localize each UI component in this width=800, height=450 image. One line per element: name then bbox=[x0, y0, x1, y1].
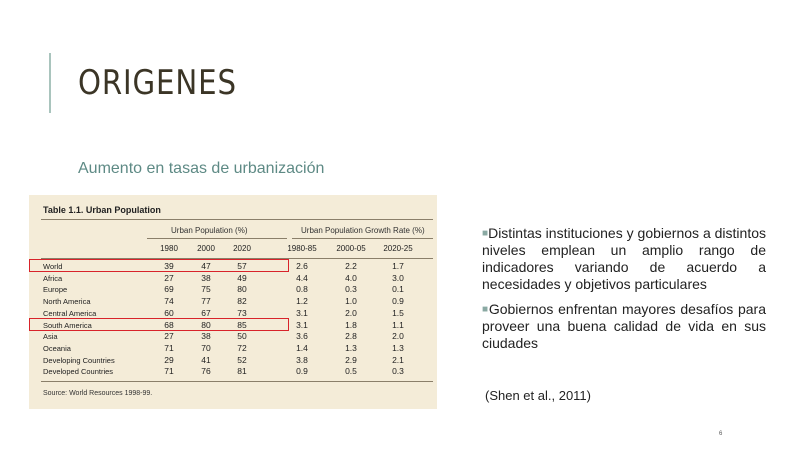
row-highlight-box bbox=[29, 318, 289, 331]
table-cell: 70 bbox=[201, 342, 211, 353]
row-label: Oceania bbox=[43, 343, 71, 353]
table-cell: 77 bbox=[201, 296, 211, 307]
table-cell: 3.1 bbox=[296, 319, 308, 330]
table-cell: 60 bbox=[164, 307, 174, 318]
row-label: World bbox=[43, 262, 63, 271]
table-cell: 81 bbox=[237, 366, 247, 377]
table-cell: 73 bbox=[237, 307, 247, 318]
table-cell: 80 bbox=[237, 284, 247, 295]
table-cell: 80 bbox=[201, 319, 211, 330]
group-rule-population bbox=[147, 238, 287, 239]
table-cell: 2.6 bbox=[296, 261, 308, 271]
table-cell: 1.8 bbox=[345, 319, 357, 330]
row-highlight-box bbox=[29, 259, 289, 272]
group-rule-growth bbox=[292, 238, 433, 239]
table-cell: 0.8 bbox=[296, 284, 308, 295]
table-cell: 69 bbox=[164, 284, 174, 295]
table-cell: 41 bbox=[201, 354, 211, 365]
column-header: 2000-05 bbox=[336, 244, 366, 253]
row-label: North America bbox=[43, 297, 91, 307]
row-label: Asia bbox=[43, 332, 58, 342]
table-cell: 67 bbox=[201, 307, 211, 318]
table-cell: 27 bbox=[164, 331, 174, 342]
table-cell: 1.3 bbox=[345, 342, 357, 353]
bullet-item bbox=[482, 225, 766, 293]
table-cell: 2.8 bbox=[345, 331, 357, 342]
table-cell: 68 bbox=[164, 319, 174, 330]
table-cell: 74 bbox=[164, 296, 174, 307]
table-cell: 49 bbox=[237, 272, 247, 283]
slide-title: ORIGENES bbox=[78, 63, 237, 103]
table-cell: 85 bbox=[237, 319, 247, 330]
table-cell: 2.0 bbox=[345, 307, 357, 318]
slide-subtitle: Aumento en tasas de urbanización bbox=[78, 160, 325, 177]
table-cell: 2.1 bbox=[392, 354, 404, 365]
table-cell: 57 bbox=[237, 261, 247, 271]
row-label: Central America bbox=[43, 308, 97, 318]
table-cell: 4.4 bbox=[296, 272, 308, 283]
group-header-population: Urban Population (%) bbox=[171, 226, 248, 235]
table-cell: 0.3 bbox=[392, 366, 404, 377]
table-cell: 27 bbox=[164, 272, 174, 283]
square-bullet-icon: ■ bbox=[482, 304, 489, 315]
table-cell: 50 bbox=[237, 331, 247, 342]
table-cell: 72 bbox=[237, 342, 247, 353]
urban-population-table bbox=[29, 195, 437, 409]
table-cell: 38 bbox=[201, 272, 211, 283]
table-cell: 47 bbox=[201, 261, 211, 271]
group-header-growth-rate: Urban Population Growth Rate (%) bbox=[301, 226, 425, 235]
table-cell: 71 bbox=[164, 342, 174, 353]
title-accent-bar bbox=[49, 53, 51, 113]
table-cell: 0.1 bbox=[392, 284, 404, 295]
table-cell: 4.0 bbox=[345, 272, 357, 283]
table-cell: 0.9 bbox=[296, 366, 308, 377]
table-cell: 71 bbox=[164, 366, 174, 377]
table-cell: 76 bbox=[201, 366, 211, 377]
table-cell: 0.9 bbox=[392, 296, 404, 307]
table-cell: 2.9 bbox=[345, 354, 357, 365]
row-label: Africa bbox=[43, 273, 63, 283]
table-source: Source: World Resources 1998-99. bbox=[43, 390, 153, 397]
square-bullet-icon: ■ bbox=[482, 228, 489, 239]
bullet-text: Distintas instituciones y gobiernos a distintos niveles emplean un amplio rango de indicadores variando de acuerdo a necesidades y objetivos particulares bbox=[482, 225, 767, 292]
table-cell: 3.6 bbox=[296, 331, 308, 342]
table-cell: 0.5 bbox=[345, 366, 357, 377]
row-label: Developed Countries bbox=[43, 367, 114, 377]
table-cell: 75 bbox=[201, 284, 211, 295]
citation: (Shen et al., 2011) bbox=[485, 388, 591, 403]
bullet-item bbox=[482, 301, 766, 352]
table-cell: 82 bbox=[237, 296, 247, 307]
table-cell: 1.4 bbox=[296, 342, 308, 353]
column-header: 2020-25 bbox=[383, 244, 413, 253]
column-header: 2000 bbox=[197, 244, 215, 253]
bullet-text: Gobiernos enfrentan mayores desafíos para proveer una buena calidad de vida en sus ciudades bbox=[482, 301, 766, 351]
bullet-list bbox=[482, 225, 766, 360]
table-cell: 29 bbox=[164, 354, 174, 365]
page-number: 6 bbox=[719, 431, 723, 437]
column-header: 1980 bbox=[160, 244, 178, 253]
row-label: Europe bbox=[43, 285, 68, 295]
table-cell: 39 bbox=[164, 261, 174, 271]
table-title: Table 1.1. Urban Population bbox=[43, 205, 161, 215]
table-cell: 3.0 bbox=[392, 272, 404, 283]
table-cell: 2.0 bbox=[392, 331, 404, 342]
table-bottom-rule bbox=[41, 381, 433, 382]
table-cell: 1.1 bbox=[392, 319, 404, 330]
column-header: 2020 bbox=[233, 244, 251, 253]
table-cell: 38 bbox=[201, 331, 211, 342]
table-cell: 1.0 bbox=[345, 296, 357, 307]
table-cell: 1.2 bbox=[296, 296, 308, 307]
table-cell: 2.2 bbox=[345, 261, 357, 271]
table-cell: 0.3 bbox=[345, 284, 357, 295]
table-cell: 3.1 bbox=[296, 307, 308, 318]
row-label: South America bbox=[43, 320, 92, 330]
table-cell: 1.7 bbox=[392, 261, 404, 271]
table-cell: 3.8 bbox=[296, 354, 308, 365]
table-cell: 1.3 bbox=[392, 342, 404, 353]
table-cell: 1.5 bbox=[392, 307, 404, 318]
table-top-rule bbox=[41, 219, 433, 220]
table-cell: 52 bbox=[237, 354, 247, 365]
row-label: Developing Countries bbox=[43, 355, 115, 365]
column-header: 1980-85 bbox=[287, 244, 317, 253]
